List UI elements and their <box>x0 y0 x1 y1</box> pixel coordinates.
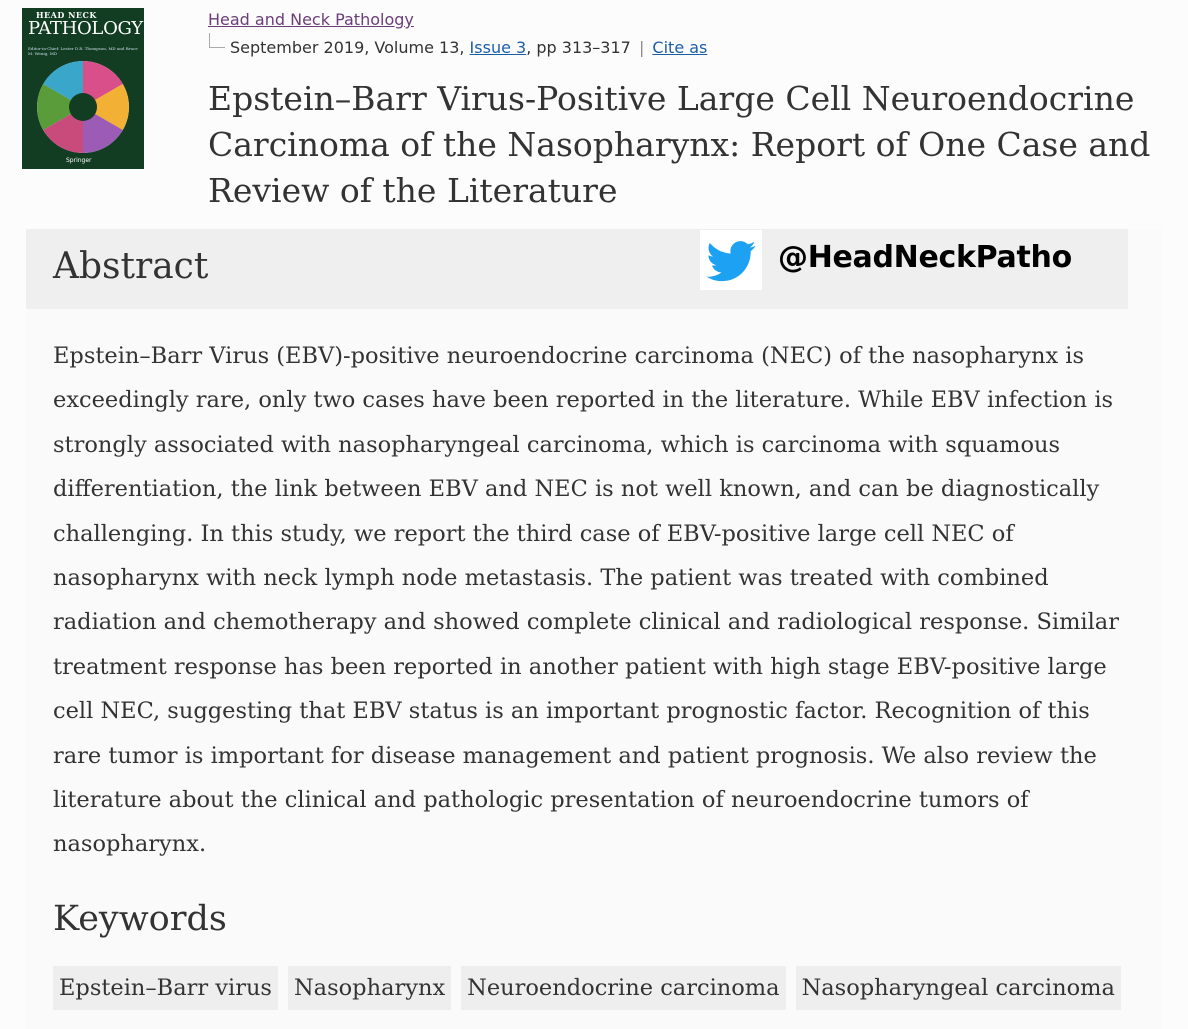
abstract-text: Epstein–Barr Virus (EBV)-positive neuroendocrine carcinoma (NEC) of the nasopharynx is exceedingly rare, only two cases have been reported in the literature. While EBV infection is strongly associated with nasopharyngeal carcinoma, which is carcinoma with squamous differentiation, the link between EBV and NEC is not well known, and can be diagnostically challenging. In this study, we report the third case of EBV-positive large cell NEC of nasopharynx with neck lymph node metastasis. The patient was treated with combined radiation and chemotherapy and showed complete clinical and radiological response. Similar treatment response has been reported in another patient with high stage EBV-positive large cell NEC, suggesting that EBV status is an important prognostic factor. Recognition of this rare tumor is important for disease management and patient prognosis. We also review the literature about the clinical and pathologic presentation of neuroendocrine tumors of nasopharynx. <box>53 343 1119 858</box>
journal-cover[interactable] <box>22 8 144 169</box>
cover-publisher: Springer <box>66 157 92 164</box>
cover-wheel-image <box>36 60 130 154</box>
keyword-tag[interactable]: Nasopharynx <box>288 966 451 1010</box>
twitter-bird-icon <box>700 230 762 290</box>
cover-main-text: PATHOLOGY <box>28 18 143 39</box>
keyword-tag[interactable]: Epstein–Barr virus <box>53 966 278 1010</box>
article-metadata <box>230 38 707 57</box>
meta-separator: | <box>638 38 645 57</box>
keyword-tag[interactable]: Nasopharyngeal carcinoma <box>796 966 1121 1010</box>
cite-as-link[interactable]: Cite as <box>652 38 708 57</box>
meta-connector-line <box>209 33 225 48</box>
cover-top-text: HEAD NECK <box>36 10 97 20</box>
article-title: Epstein–Barr Virus-Positive Large Cell Neuroendocrine Carcinoma of the Nasopharynx: Report of One Case and Review of the Literature <box>208 79 1151 210</box>
keywords-list <box>53 966 1121 1010</box>
cover-title <box>22 8 144 56</box>
twitter-handle[interactable]: @HeadNeckPatho <box>778 240 1072 275</box>
issue-link[interactable]: Issue 3 <box>469 38 527 57</box>
abstract-heading: Abstract <box>53 246 209 287</box>
date-volume-text: September 2019, Volume 13, <box>230 38 465 57</box>
keywords-heading: Keywords <box>53 899 227 939</box>
journal-name-link[interactable]: Head and Neck Pathology <box>208 10 414 29</box>
keyword-tag[interactable]: Neuroendocrine carcinoma <box>461 966 785 1010</box>
cover-sub-text: Editor-in-Chief: Lester D.R. Thompson, MD and Bruce M. Wenig, MD <box>28 46 138 56</box>
pages-text: , pp 313–317 <box>526 38 631 57</box>
twitter-logo[interactable] <box>700 230 762 290</box>
